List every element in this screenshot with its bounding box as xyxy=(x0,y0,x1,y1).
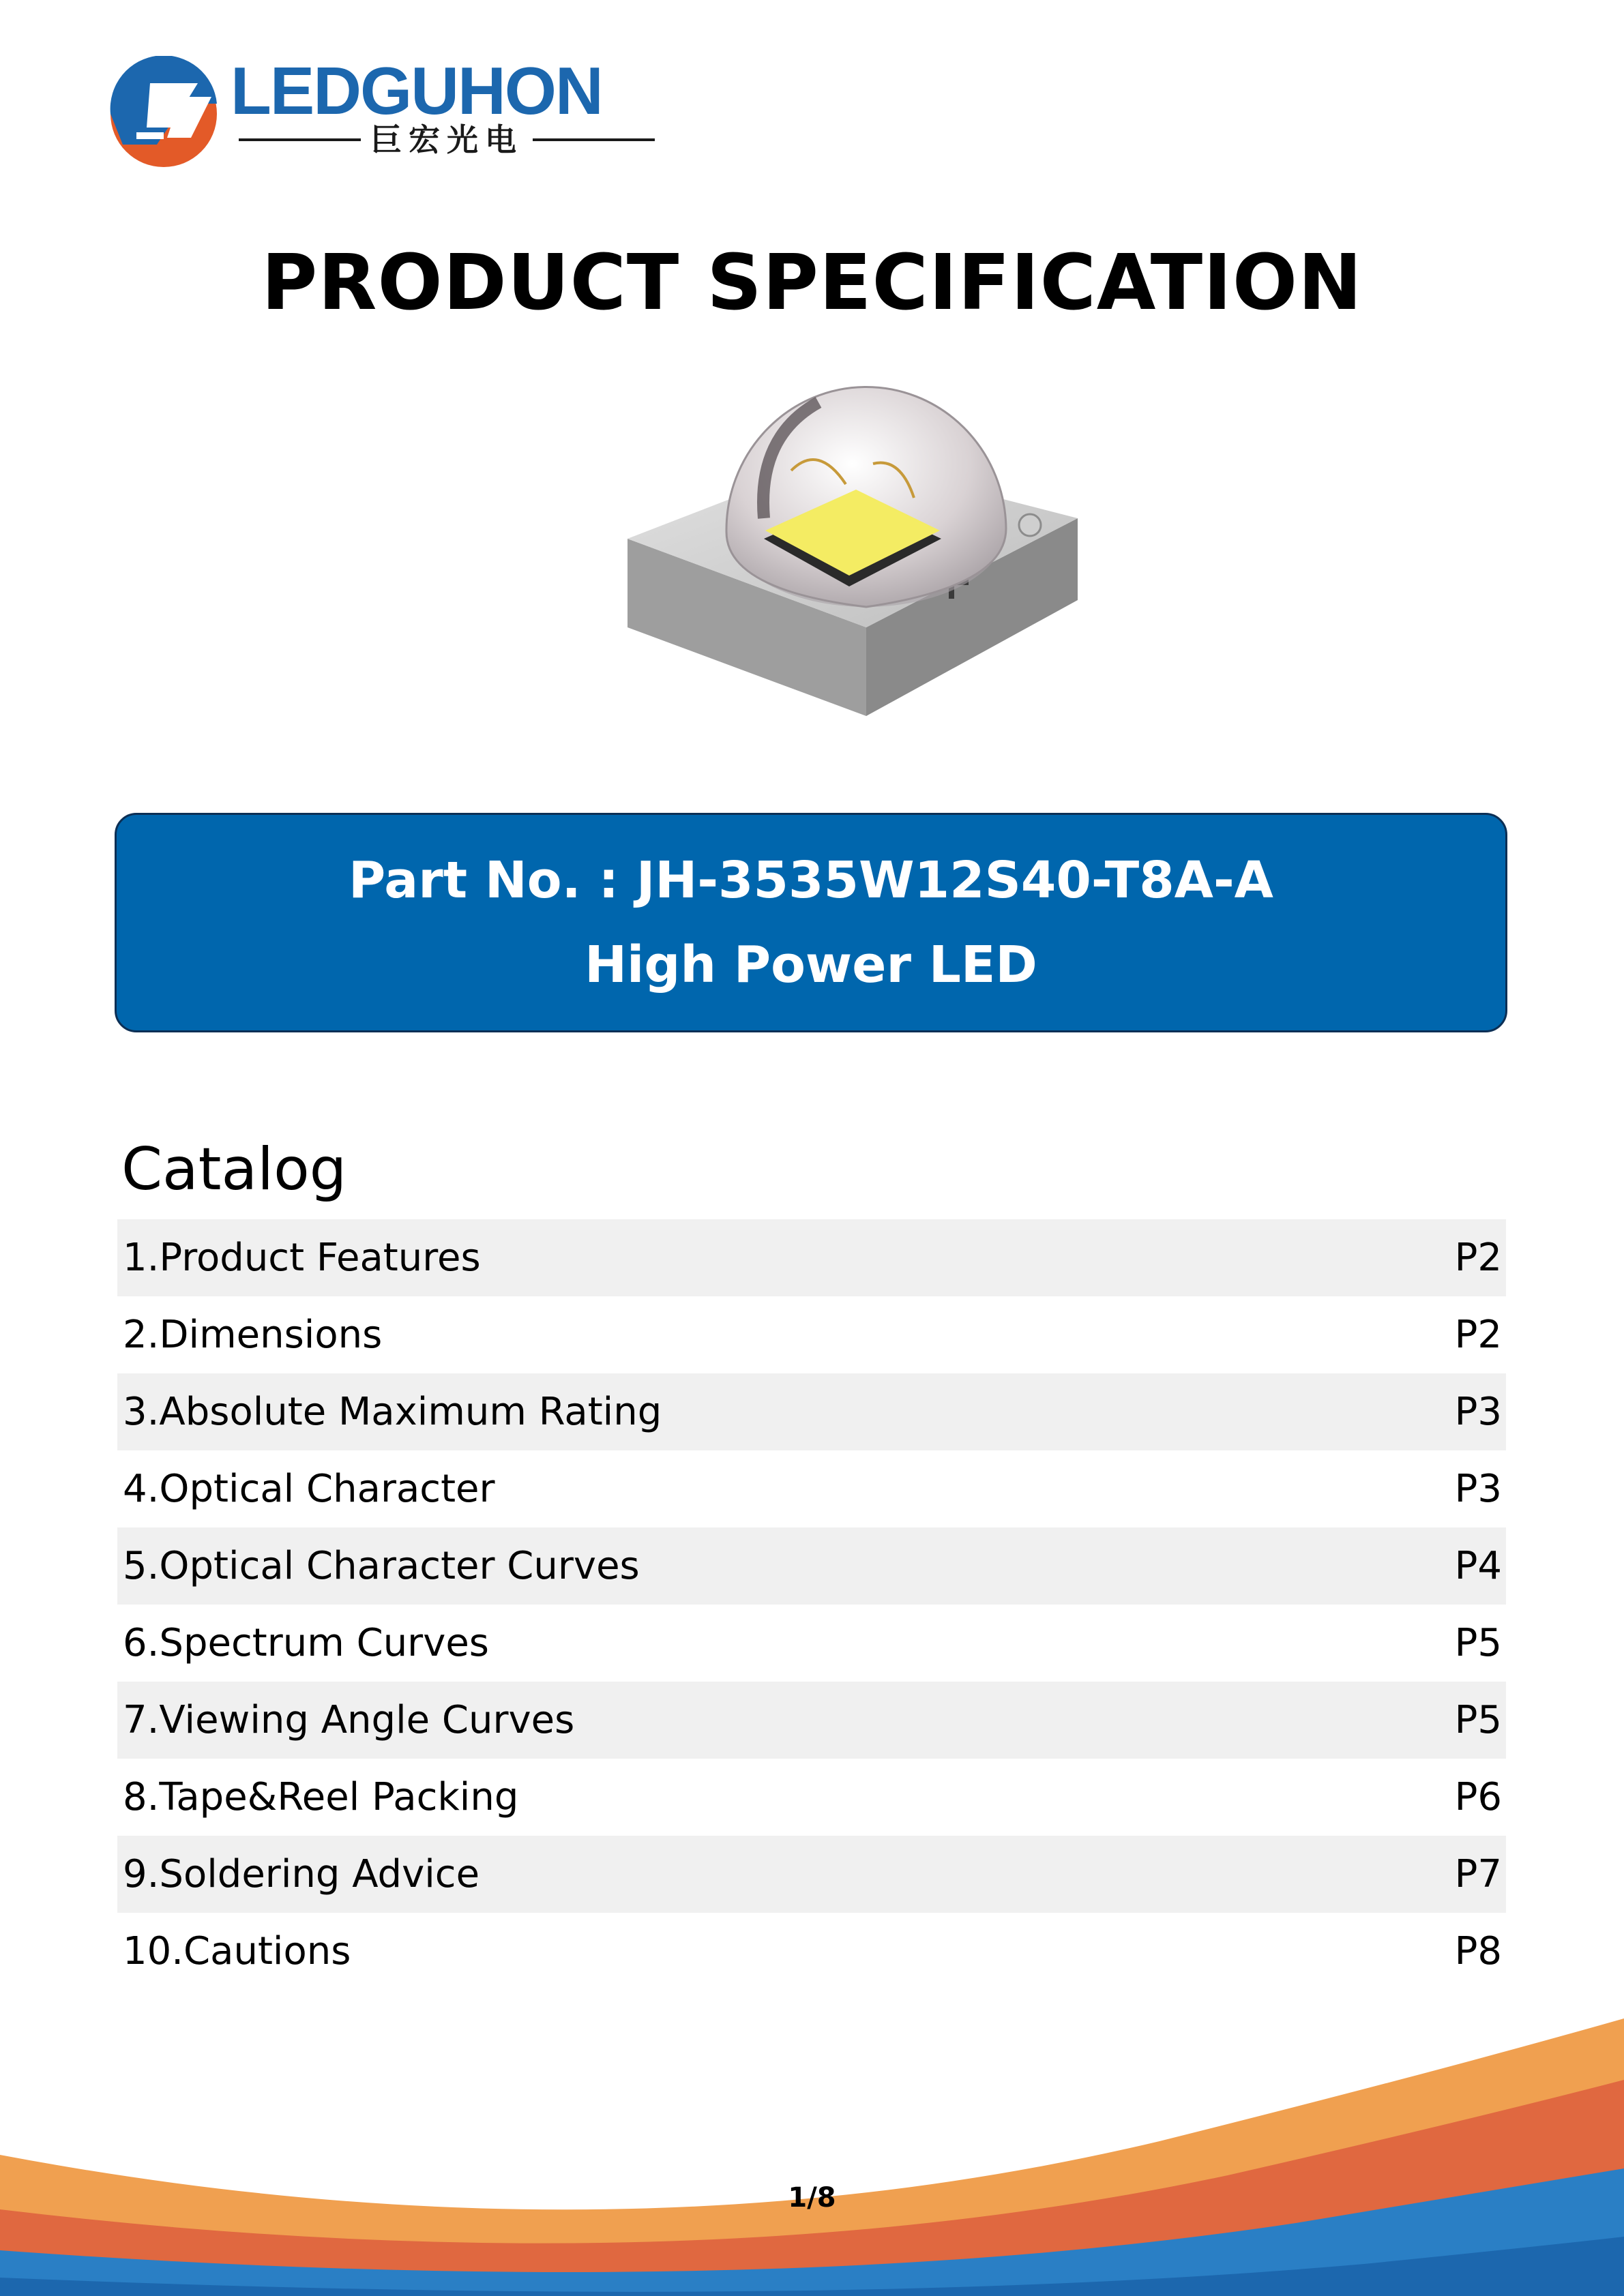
catalog-item-page: P8 xyxy=(1454,1929,1502,1973)
document-title: PRODUCT SPECIFICATION xyxy=(261,239,1363,327)
logo-subtitle-text: 巨宏光电 xyxy=(370,121,523,158)
logo-wordmark: LEDGUHON xyxy=(231,53,602,128)
company-logo xyxy=(109,53,602,175)
catalog-heading: Catalog xyxy=(121,1135,347,1204)
catalog-list xyxy=(117,1219,1506,1990)
catalog-item-label: 2.Dimensions xyxy=(123,1313,383,1357)
catalog-item-page: P3 xyxy=(1454,1390,1502,1434)
catalog-item-label: 4.Optical Character xyxy=(123,1467,495,1511)
product-type: High Power LED xyxy=(585,936,1037,994)
catalog-item-optical-character-curves xyxy=(117,1527,1506,1605)
catalog-item-page: P5 xyxy=(1454,1698,1502,1742)
logo-subtitle xyxy=(239,121,655,158)
catalog-item-product-features xyxy=(117,1219,1506,1296)
catalog-item-label: 3.Absolute Maximum Rating xyxy=(123,1390,662,1434)
catalog-item-label: 8.Tape&Reel Packing xyxy=(123,1775,519,1819)
catalog-item-dimensions xyxy=(117,1296,1506,1373)
catalog-item-label: 7.Viewing Angle Curves xyxy=(123,1698,575,1742)
catalog-item-soldering-advice xyxy=(117,1836,1506,1913)
logo-globe-icon xyxy=(109,56,225,172)
catalog-item-page: P2 xyxy=(1454,1236,1502,1280)
catalog-item-optical-character xyxy=(117,1450,1506,1527)
page-number: 1/8 xyxy=(788,2182,836,2213)
footer-wave-decoration xyxy=(0,2005,1624,2296)
catalog-item-label: 6.Spectrum Curves xyxy=(123,1621,489,1665)
catalog-item-page: P2 xyxy=(1454,1313,1502,1357)
part-number-banner xyxy=(115,813,1507,1032)
catalog-item-label: 5.Optical Character Curves xyxy=(123,1544,640,1588)
catalog-item-page: P7 xyxy=(1454,1852,1502,1896)
catalog-item-tape-reel-packing xyxy=(117,1759,1506,1836)
catalog-item-page: P6 xyxy=(1454,1775,1502,1819)
catalog-item-spectrum-curves xyxy=(117,1605,1506,1682)
catalog-item-page: P5 xyxy=(1454,1621,1502,1665)
part-number: Part No. : JH-3535W12S40-T8A-A xyxy=(349,851,1273,910)
catalog-item-page: P4 xyxy=(1454,1544,1502,1588)
catalog-item-absolute-maximum-rating xyxy=(117,1373,1506,1450)
led-product-image xyxy=(614,382,1091,736)
catalog-item-label: 10.Cautions xyxy=(123,1929,351,1973)
catalog-item-label: 1.Product Features xyxy=(123,1236,481,1280)
catalog-item-viewing-angle-curves xyxy=(117,1682,1506,1759)
catalog-item-page: P3 xyxy=(1454,1467,1502,1511)
catalog-item-cautions xyxy=(117,1913,1506,1990)
catalog-item-label: 9.Soldering Advice xyxy=(123,1852,480,1896)
